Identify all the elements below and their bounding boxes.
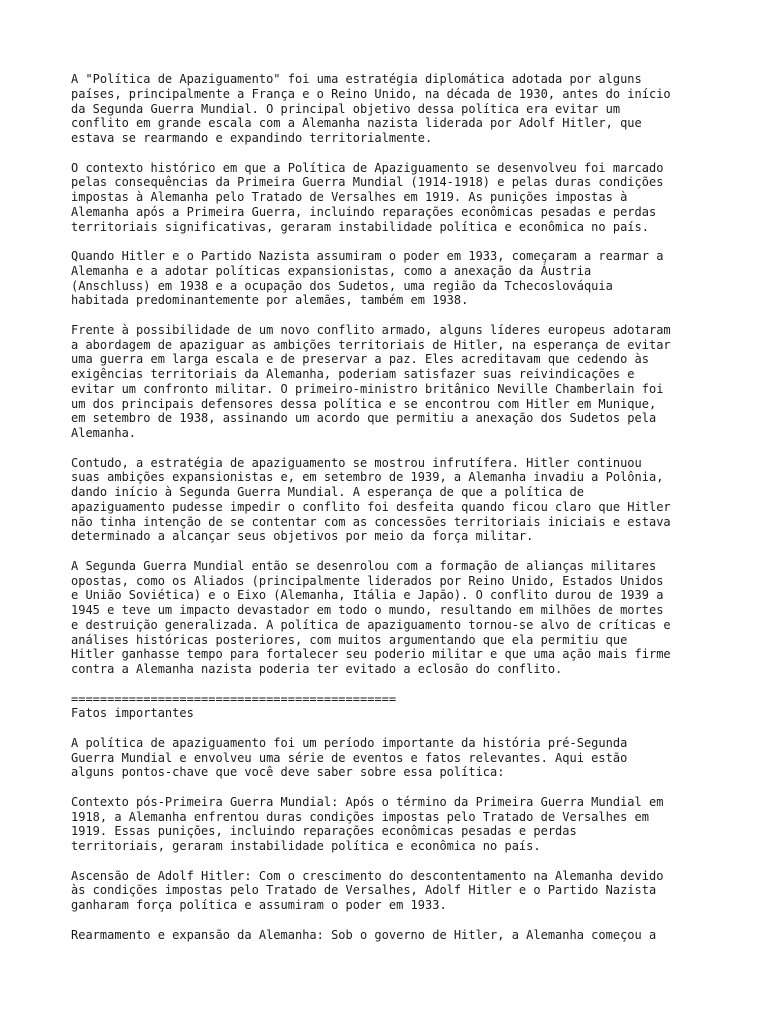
text-line: O contexto histórico em que a Política de Apaziguamento se desenvolveu foi marcado bbox=[71, 160, 664, 175]
text-line: A "Política de Apaziguamento" foi uma estratégia diplomática adotada por alguns bbox=[71, 72, 642, 86]
text-line: Contudo, a estratégia de apaziguamento se mostrou infrutífera. Hitler continuou bbox=[71, 455, 642, 470]
text-line: alguns pontos-chave que você deve saber sobre essa política: bbox=[71, 765, 505, 780]
section-heading bbox=[71, 692, 711, 722]
paragraph-failure bbox=[71, 456, 711, 545]
text-line: Contexto pós-Primeira Guerra Mundial: Após o término da Primeira Guerra Mundial em bbox=[71, 794, 664, 809]
text-line: exigências territoriais da Alemanha, poderiam satisfazer suas reivindicações e bbox=[71, 367, 635, 381]
text-line: 1945 e teve um impacto devastador em todo o mundo, resultando em milhões de mortes bbox=[71, 603, 664, 617]
text-line: evitar um confronto militar. O primeiro-ministro britânico Neville Chamberlain foi bbox=[71, 381, 664, 396]
text-line: Frente à possibilidade de um novo conflito armado, alguns líderes europeus adotaram bbox=[71, 322, 671, 337]
text-line: Hitler ganhasse tempo para fortalecer seu poderio militar e que uma ação mais firme bbox=[71, 647, 671, 662]
text-line: às condições impostas pelo Tratado de Versalhes, Adolf Hitler e o Partido Nazista bbox=[71, 883, 657, 898]
text-line: em setembro de 1938, assinando um acordo que permitiu a anexação dos Sudetos pela bbox=[71, 411, 657, 426]
text-line: Alemanha e a adotar políticas expansionistas, como a anexação da Áustria bbox=[71, 263, 592, 278]
paragraph-context bbox=[71, 161, 711, 235]
text-line: não tinha intenção de se contentar com as concessões territoriais iniciais e estava bbox=[71, 514, 671, 529]
document-page bbox=[71, 72, 711, 957]
text-line: territoriais, geraram instabilidade política e econômica no país. bbox=[71, 839, 541, 853]
text-line: um dos principais defensores dessa política e se encontrou com Hitler em Munique, bbox=[71, 396, 657, 411]
separator-line: ============================================= bbox=[71, 691, 397, 706]
text-line: países, principalmente a França e o Reino Unido, na década de 1930, antes do início bbox=[71, 86, 671, 101]
text-line: habitada predominantemente por alemães, também em 1938. bbox=[71, 293, 469, 308]
text-line: apaziguamento pudesse impedir o conflito foi desfeita quando ficou claro que Hitler bbox=[71, 499, 671, 514]
text-line: ganharam força política e assumiram o poder em 1933. bbox=[71, 898, 447, 912]
text-line: impostas à Alemanha pelo Tratado de Versalhes em 1919. As punições impostas à bbox=[71, 190, 628, 204]
text-line: opostas, como os Aliados (principalmente liderados por Reino Unido, Estados Unidos bbox=[71, 573, 664, 588]
text-line: Alemanha. bbox=[71, 426, 137, 440]
text-line: estava se rearmando e expandindo territorialmente. bbox=[71, 131, 433, 145]
text-line: suas ambições expansionistas e, em setembro de 1939, a Alemanha invadiu a Polônia, bbox=[71, 470, 664, 485]
text-line: contra a Alemanha nazista poderia ter evitado a eclosão do conflito. bbox=[71, 662, 563, 676]
text-line: (Anschluss) em 1938 e a ocupação dos Sudetos, uma região da Tchecoslováquia bbox=[71, 278, 613, 293]
text-line: análises históricas posteriores, com muitos argumentando que ela permitiu que bbox=[71, 632, 628, 647]
paragraph-hitler-ascension bbox=[71, 869, 711, 913]
text-line: e União Soviética) e o Eixo (Alemanha, Itália e Japão). O conflito durou de 1939 a bbox=[71, 588, 664, 603]
text-line: territoriais significativas, geraram instabilidade política e econômica no país. bbox=[71, 219, 649, 234]
text-line: Ascensão de Adolf Hitler: Com o crescimento do descontentamento na Alemanha devido bbox=[71, 868, 664, 883]
text-line: Quando Hitler e o Partido Nazista assumiram o poder em 1933, começaram a rearmar a bbox=[71, 249, 664, 263]
text-line: a abordagem de apaziguar as ambições territoriais de Hitler, na esperança de evitar bbox=[71, 337, 671, 352]
text-line: pelas consequências da Primeira Guerra Mundial (1914-1918) e pelas duras condições bbox=[71, 175, 664, 190]
text-line: Rearmamento e expansão da Alemanha: Sob o governo de Hitler, a Alemanha começou a bbox=[71, 927, 657, 942]
text-line: Alemanha após a Primeira Guerra, incluindo reparações econômicas pesadas e perdas bbox=[71, 204, 657, 219]
heading-text: Fatos importantes bbox=[71, 706, 194, 721]
text-line: dando início à Segunda Guerra Mundial. A esperança de que a política de bbox=[71, 485, 584, 499]
text-line: A política de apaziguamento foi um período importante da história pré-Segunda bbox=[71, 735, 628, 750]
paragraph-appeasement bbox=[71, 323, 711, 441]
text-line: determinado a alcançar seus objetivos por meio da força militar. bbox=[71, 529, 534, 544]
text-line: 1918, a Alemanha enfrentou duras condições impostas pelo Tratado de Versalhes em bbox=[71, 809, 649, 824]
text-line: e destruição generalizada. A política de apaziguamento tornou-se alvo de críticas e bbox=[71, 617, 671, 632]
text-line: Guerra Mundial e envolveu uma série de eventos e fatos relevantes. Aqui estão bbox=[71, 750, 628, 765]
text-line: 1919. Essas punições, incluindo reparações econômicas pesadas e perdas bbox=[71, 824, 577, 839]
text-line: A Segunda Guerra Mundial então se desenrolou com a formação de alianças militares bbox=[71, 558, 657, 573]
paragraph-war bbox=[71, 559, 711, 677]
paragraph-intro bbox=[71, 72, 711, 146]
text-line: uma guerra em larga escala e de preservar a paz. Eles acreditavam que cedendo às bbox=[71, 352, 649, 367]
paragraph-post-war bbox=[71, 795, 711, 854]
paragraph-facts-intro bbox=[71, 736, 711, 780]
paragraph-hitler-rise bbox=[71, 249, 711, 308]
text-line: conflito em grande escala com a Alemanha nazista liderada por Adolf Hitler, que bbox=[71, 116, 642, 131]
paragraph-rearmament bbox=[71, 928, 711, 943]
text-line: da Segunda Guerra Mundial. O principal objetivo dessa política era evitar um bbox=[71, 101, 621, 116]
